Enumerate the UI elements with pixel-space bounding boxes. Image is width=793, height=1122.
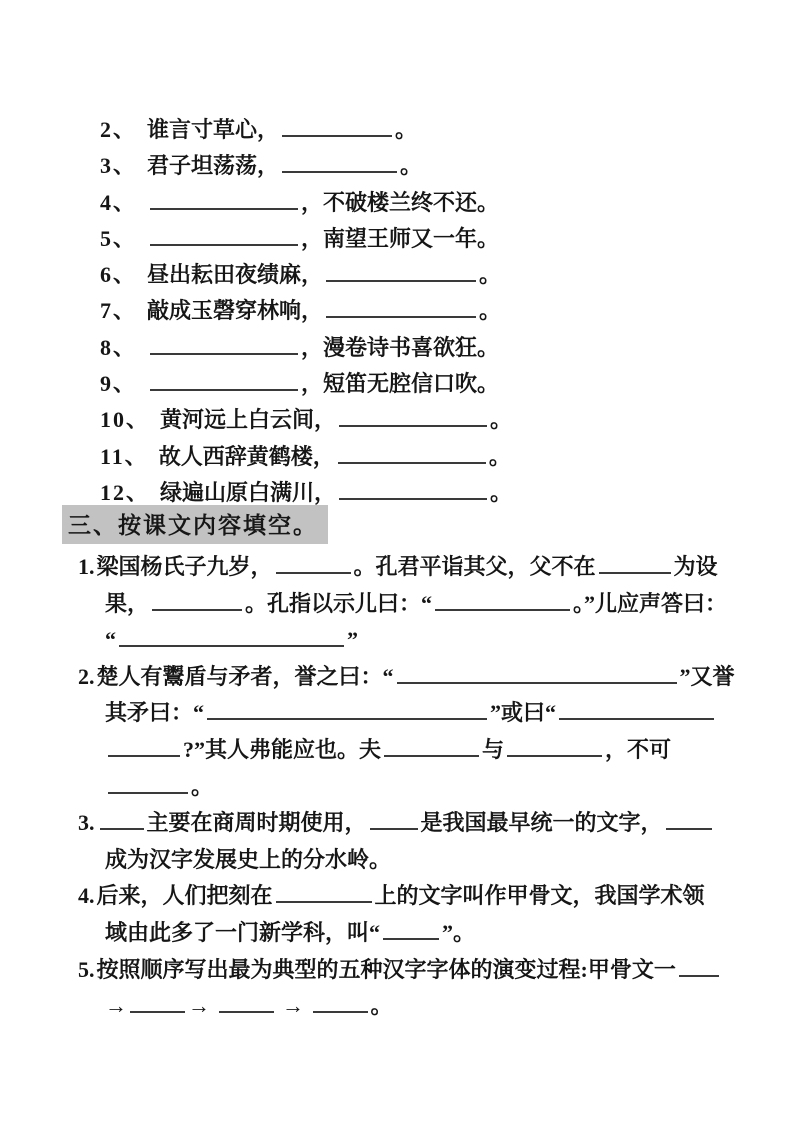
item-text: 故人西辞黄鹤楼， [158,443,335,469]
item-number: 3. [78,810,95,836]
answer-blank [326,294,476,318]
item-text: 。 [490,407,513,433]
item-text: 后来，人们把刻在 [96,883,273,909]
item-text: ，短笛无腔信口吹。 [301,371,500,397]
item-text: 绿遍山原白满川， [160,479,337,505]
item-text: 。 [370,993,393,1019]
item-number: 1. [78,554,95,579]
answer-blank [435,587,570,611]
item-text: 其矛曰：“ [105,700,205,726]
item-text: ”又誉 [679,663,735,689]
answer-blank [282,149,397,173]
item-text: 。 [479,298,502,324]
fill-item-line [78,549,758,586]
poem-item [100,257,512,293]
item-text: ” [347,627,358,653]
item-text: 。孔君平诣其父，父不在 [353,554,596,579]
answer-blank [339,476,487,500]
item-text: → [276,993,310,1019]
item-text: ”。 [442,919,476,945]
item-number: 5、 [100,225,138,251]
item-text: 黄河远上白云间， [160,407,337,433]
item-text: 。孔指以示儿曰：“ [245,590,433,616]
answer-blank [326,258,476,282]
answer-blank [666,806,712,830]
fill-item-line [78,769,758,806]
item-number: 7、 [100,298,138,324]
item-text: 。”儿应声答曰： [573,590,728,616]
item-text: 成为汉字发展史上的分水岭。 [105,846,392,872]
answer-blank [207,696,487,720]
section3-heading: 三、按课文内容填空。 [62,505,328,544]
answer-blank [108,770,188,794]
item-text: ，不破楼兰终不还。 [301,189,500,215]
answer-blank [150,222,298,246]
item-text: ，不可 [605,736,672,762]
poem-fill-blank-list [100,112,512,511]
answer-blank [150,367,298,391]
answer-blank [276,879,372,903]
answer-blank [338,440,486,464]
poem-item [100,330,512,366]
item-number: 8、 [100,334,138,360]
fill-item-line [78,732,758,769]
item-number: 6、 [100,262,138,288]
item-text: 谁言寸草心， [147,117,280,142]
item-text: 梁国杨氏子九岁， [96,554,273,579]
answer-blank [282,113,392,137]
answer-blank [150,331,298,355]
item-text: 。 [191,773,214,799]
item-number: 12、 [100,479,151,505]
item-number: 4、 [100,189,138,215]
item-text: ”或曰“ [490,700,557,726]
item-number: 3、 [100,153,138,179]
item-text: 为设 [673,554,718,579]
item-text: 。 [488,443,511,469]
item-text: 主要在商周时期使用， [146,810,367,836]
text-content-fill-list [78,549,758,1025]
answer-blank [507,733,602,757]
item-text: 君子坦荡荡， [147,153,280,179]
item-text: → [188,993,216,1019]
fill-item-line [78,622,758,659]
answer-blank [219,989,274,1013]
answer-blank [119,623,344,647]
item-number: 9、 [100,371,138,397]
answer-blank [383,916,439,940]
answer-blank [150,186,298,210]
item-number: 2、 [100,117,138,142]
fill-item-line [78,695,758,732]
fill-item-line [78,915,758,952]
answer-blank [559,696,714,720]
item-text: 。 [400,153,423,179]
item-text: 按照顺序写出最为典型的五种汉字字体的演变过程:甲骨文一 [96,956,676,982]
answer-blank [384,733,479,757]
poem-item [100,366,512,402]
answer-blank [276,550,351,574]
item-number: 2. [78,663,95,689]
poem-item [100,221,512,257]
fill-item-line [78,805,758,842]
item-number: 10、 [100,407,151,433]
poem-item [100,185,512,221]
item-number: 4. [78,883,95,909]
answer-blank [370,806,418,830]
item-text: 域由此多了一门新学科，叫“ [105,919,381,945]
answer-blank [100,806,144,830]
item-number: 11、 [100,443,149,469]
fill-item-line [78,878,758,915]
item-text: ?”其人弗能应也。夫 [183,736,382,762]
poem-item [100,402,512,438]
item-text: “ [105,627,116,653]
answer-blank [108,733,180,757]
item-text: 昼出耘田夜绩麻， [147,262,324,288]
item-number: 5. [78,956,95,982]
item-text: 楚人有鬻盾与矛者，誉之曰：“ [96,663,394,689]
answer-blank [152,587,242,611]
item-text: 。 [479,262,502,288]
item-text: 与 [482,736,505,762]
item-text: → [105,993,127,1019]
answer-blank [599,550,671,574]
item-text: 。 [490,479,513,505]
item-text: 果， [105,590,150,616]
item-text: 。 [395,117,418,142]
poem-item [100,293,512,329]
fill-item-line [78,988,758,1025]
answer-blank [130,989,185,1013]
fill-item-line [78,952,758,989]
answer-blank [679,953,719,977]
fill-item-line [78,586,758,623]
item-text: 是我国最早统一的文字， [420,810,663,836]
item-text: 敲成玉磬穿林响， [147,298,324,324]
poem-item [100,112,512,148]
item-text: 上的文字叫作甲骨文，我国学术领 [374,883,705,909]
answer-blank [339,403,487,427]
poem-item [100,439,512,475]
fill-item-line [78,842,758,879]
item-text: ，南望王师又一年。 [301,225,500,251]
answer-blank [397,660,677,684]
poem-item [100,148,512,184]
fill-item-line [78,659,758,696]
answer-blank [313,989,368,1013]
item-text: ，漫卷诗书喜欲狂。 [301,334,500,360]
